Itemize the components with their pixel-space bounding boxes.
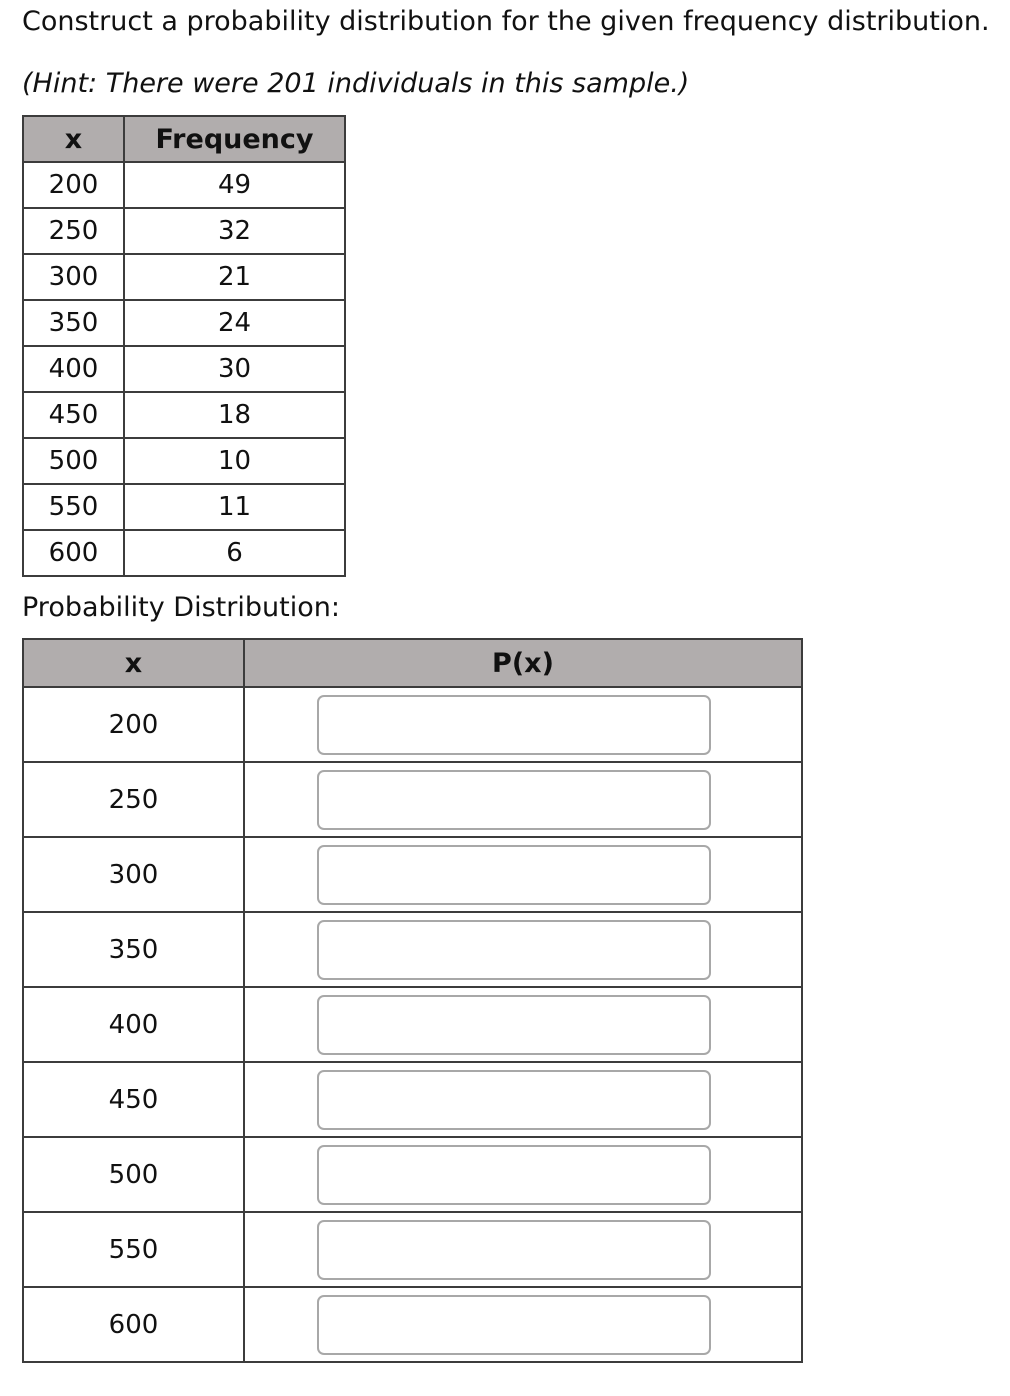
probability-table-row (23, 1212, 802, 1287)
probability-x-cell: 200 (23, 687, 244, 762)
probability-table-row (23, 1062, 802, 1137)
frequency-x-cell: 500 (23, 438, 124, 484)
probability-x-cell: 550 (23, 1212, 244, 1287)
probability-input-250[interactable] (317, 770, 711, 830)
probability-table-row (23, 762, 802, 837)
frequency-value-cell: 49 (124, 162, 345, 208)
frequency-x-cell: 600 (23, 530, 124, 576)
probability-table-row (23, 1137, 802, 1212)
probability-input-600[interactable] (317, 1295, 711, 1355)
probability-table-row (23, 837, 802, 912)
frequency-table (22, 115, 346, 577)
probability-table-row (23, 687, 802, 762)
frequency-value-cell: 11 (124, 484, 345, 530)
frequency-table-header-frequency: Frequency (124, 116, 345, 162)
frequency-table-row (23, 300, 345, 346)
question-text: Construct a probability distribution for the given frequency distribution. (22, 6, 990, 37)
frequency-table-row (23, 208, 345, 254)
frequency-table-row (23, 438, 345, 484)
probability-table-header-x: x (23, 639, 244, 687)
frequency-x-cell: 400 (23, 346, 124, 392)
frequency-table-header-x: x (23, 116, 124, 162)
frequency-x-cell: 250 (23, 208, 124, 254)
frequency-x-cell: 350 (23, 300, 124, 346)
probability-table-header-row (23, 639, 802, 687)
probability-input-cell (244, 1212, 802, 1287)
probability-x-cell: 450 (23, 1062, 244, 1137)
frequency-table-row (23, 346, 345, 392)
probability-x-cell: 250 (23, 762, 244, 837)
probability-input-cell (244, 837, 802, 912)
probability-x-cell: 350 (23, 912, 244, 987)
probability-distribution-label: Probability Distribution: (22, 592, 340, 623)
probability-table-header-px: P(x) (244, 639, 802, 687)
probability-input-550[interactable] (317, 1220, 711, 1280)
frequency-x-cell: 550 (23, 484, 124, 530)
frequency-x-cell: 300 (23, 254, 124, 300)
frequency-table-row (23, 484, 345, 530)
probability-input-200[interactable] (317, 695, 711, 755)
probability-input-350[interactable] (317, 920, 711, 980)
hint-text: (Hint: There were 201 individuals in this sample.) (22, 68, 690, 99)
frequency-value-cell: 18 (124, 392, 345, 438)
probability-table-row (23, 912, 802, 987)
frequency-value-cell: 30 (124, 346, 345, 392)
probability-input-cell (244, 987, 802, 1062)
frequency-value-cell: 10 (124, 438, 345, 484)
probability-x-cell: 500 (23, 1137, 244, 1212)
probability-input-500[interactable] (317, 1145, 711, 1205)
probability-table (22, 638, 803, 1363)
frequency-table-row (23, 530, 345, 576)
probability-table-row (23, 1287, 802, 1362)
frequency-table-header-row (23, 116, 345, 162)
frequency-value-cell: 24 (124, 300, 345, 346)
frequency-value-cell: 32 (124, 208, 345, 254)
probability-input-cell (244, 1062, 802, 1137)
probability-input-cell (244, 912, 802, 987)
probability-input-cell (244, 762, 802, 837)
frequency-table-row (23, 162, 345, 208)
frequency-table-row (23, 392, 345, 438)
probability-x-cell: 600 (23, 1287, 244, 1362)
probability-input-cell (244, 1287, 802, 1362)
probability-input-cell (244, 1137, 802, 1212)
probability-input-400[interactable] (317, 995, 711, 1055)
frequency-value-cell: 21 (124, 254, 345, 300)
probability-input-cell (244, 687, 802, 762)
frequency-x-cell: 200 (23, 162, 124, 208)
probability-x-cell: 300 (23, 837, 244, 912)
frequency-value-cell: 6 (124, 530, 345, 576)
frequency-x-cell: 450 (23, 392, 124, 438)
probability-x-cell: 400 (23, 987, 244, 1062)
probability-table-row (23, 987, 802, 1062)
probability-input-300[interactable] (317, 845, 711, 905)
frequency-table-row (23, 254, 345, 300)
probability-input-450[interactable] (317, 1070, 711, 1130)
